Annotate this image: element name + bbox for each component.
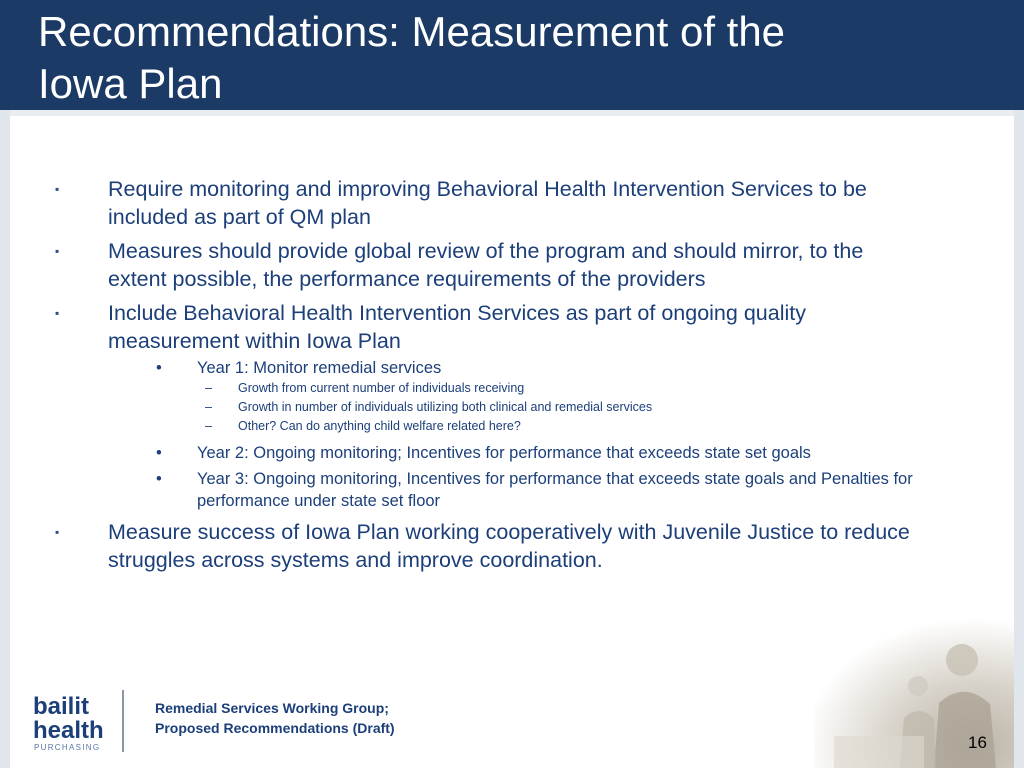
footer-line-1: Remedial Services Working Group; bbox=[155, 700, 389, 716]
bullet-measures bbox=[55, 237, 915, 293]
dash-bullet-icon: – bbox=[205, 381, 212, 395]
dash-bullet-icon: – bbox=[205, 400, 212, 414]
footer-line-2: Proposed Recommendations (Draft) bbox=[155, 720, 395, 736]
square-bullet-icon: ▪ bbox=[55, 244, 60, 258]
sub-bullet-text: Year 3: Ongoing monitoring, Incentives for performance that exceeds state goals and Penalties for performance under state set floor bbox=[197, 470, 913, 510]
bullet-text: Include Behavioral Health Intervention Services as part of ongoing quality measurement within Iowa Plan bbox=[108, 301, 806, 353]
frame-top-divider bbox=[0, 110, 1024, 116]
sub-sub-bullet-text: Growth from current number of individuals receiving bbox=[238, 381, 525, 395]
frame-right-border bbox=[1014, 110, 1024, 768]
footer-caption bbox=[155, 698, 395, 738]
slide-title-line-2: Iowa Plan bbox=[38, 60, 223, 107]
dot-bullet-icon: • bbox=[156, 359, 162, 377]
slide-body bbox=[55, 175, 915, 580]
dot-bullet-icon: • bbox=[156, 444, 162, 462]
bullet-text: Measure success of Iowa Plan working cooperatively with Juvenile Justice to reduce struggles across systems and improve coordination. bbox=[108, 520, 910, 572]
square-bullet-icon: ▪ bbox=[55, 306, 60, 320]
slide-title-line-1: Recommendations: Measurement of the bbox=[38, 8, 786, 55]
square-bullet-icon: ▪ bbox=[55, 525, 60, 539]
sub-bullet-year-2 bbox=[55, 442, 915, 464]
dash-bullet-icon: – bbox=[205, 419, 212, 433]
title-bar bbox=[0, 0, 1024, 110]
sub-sub-bullet-growth-current bbox=[55, 379, 915, 398]
logo-divider bbox=[122, 690, 124, 752]
logo-word-bailit: bailit bbox=[33, 693, 90, 720]
sub-bullet-year-1 bbox=[55, 357, 915, 379]
sub-bullet-year-3 bbox=[55, 468, 915, 512]
sub-bullet-text: Year 1: Monitor remedial services bbox=[197, 359, 442, 377]
sub-sub-bullet-child-welfare bbox=[55, 417, 915, 436]
logo-word-purchasing: PURCHASING bbox=[34, 743, 101, 752]
bullet-qm-plan bbox=[55, 175, 915, 231]
bullet-quality-measurement bbox=[55, 299, 915, 355]
sub-bullet-text: Year 2: Ongoing monitoring; Incentives for performance that exceeds state set goals bbox=[197, 444, 811, 462]
frame-left-border bbox=[0, 110, 10, 768]
slide-title bbox=[38, 6, 938, 110]
bullet-text: Measures should provide global review of the program and should mirror, to the extent possible, the performance requirements of the providers bbox=[108, 239, 864, 291]
bullet-text: Require monitoring and improving Behavioral Health Intervention Services to be included as part of QM plan bbox=[108, 177, 867, 229]
sub-sub-bullet-growth-both bbox=[55, 398, 915, 417]
dot-bullet-icon: • bbox=[156, 470, 162, 488]
page-number: 16 bbox=[968, 733, 987, 752]
sub-sub-bullet-text: Growth in number of individuals utilizing both clinical and remedial services bbox=[238, 400, 653, 414]
bullet-juvenile-justice bbox=[55, 518, 915, 574]
sub-sub-bullet-text: Other? Can do anything child welfare related here? bbox=[238, 419, 521, 433]
logo-word-health: health bbox=[33, 717, 104, 744]
bailit-health-logo bbox=[33, 690, 133, 752]
square-bullet-icon: ▪ bbox=[55, 182, 60, 196]
